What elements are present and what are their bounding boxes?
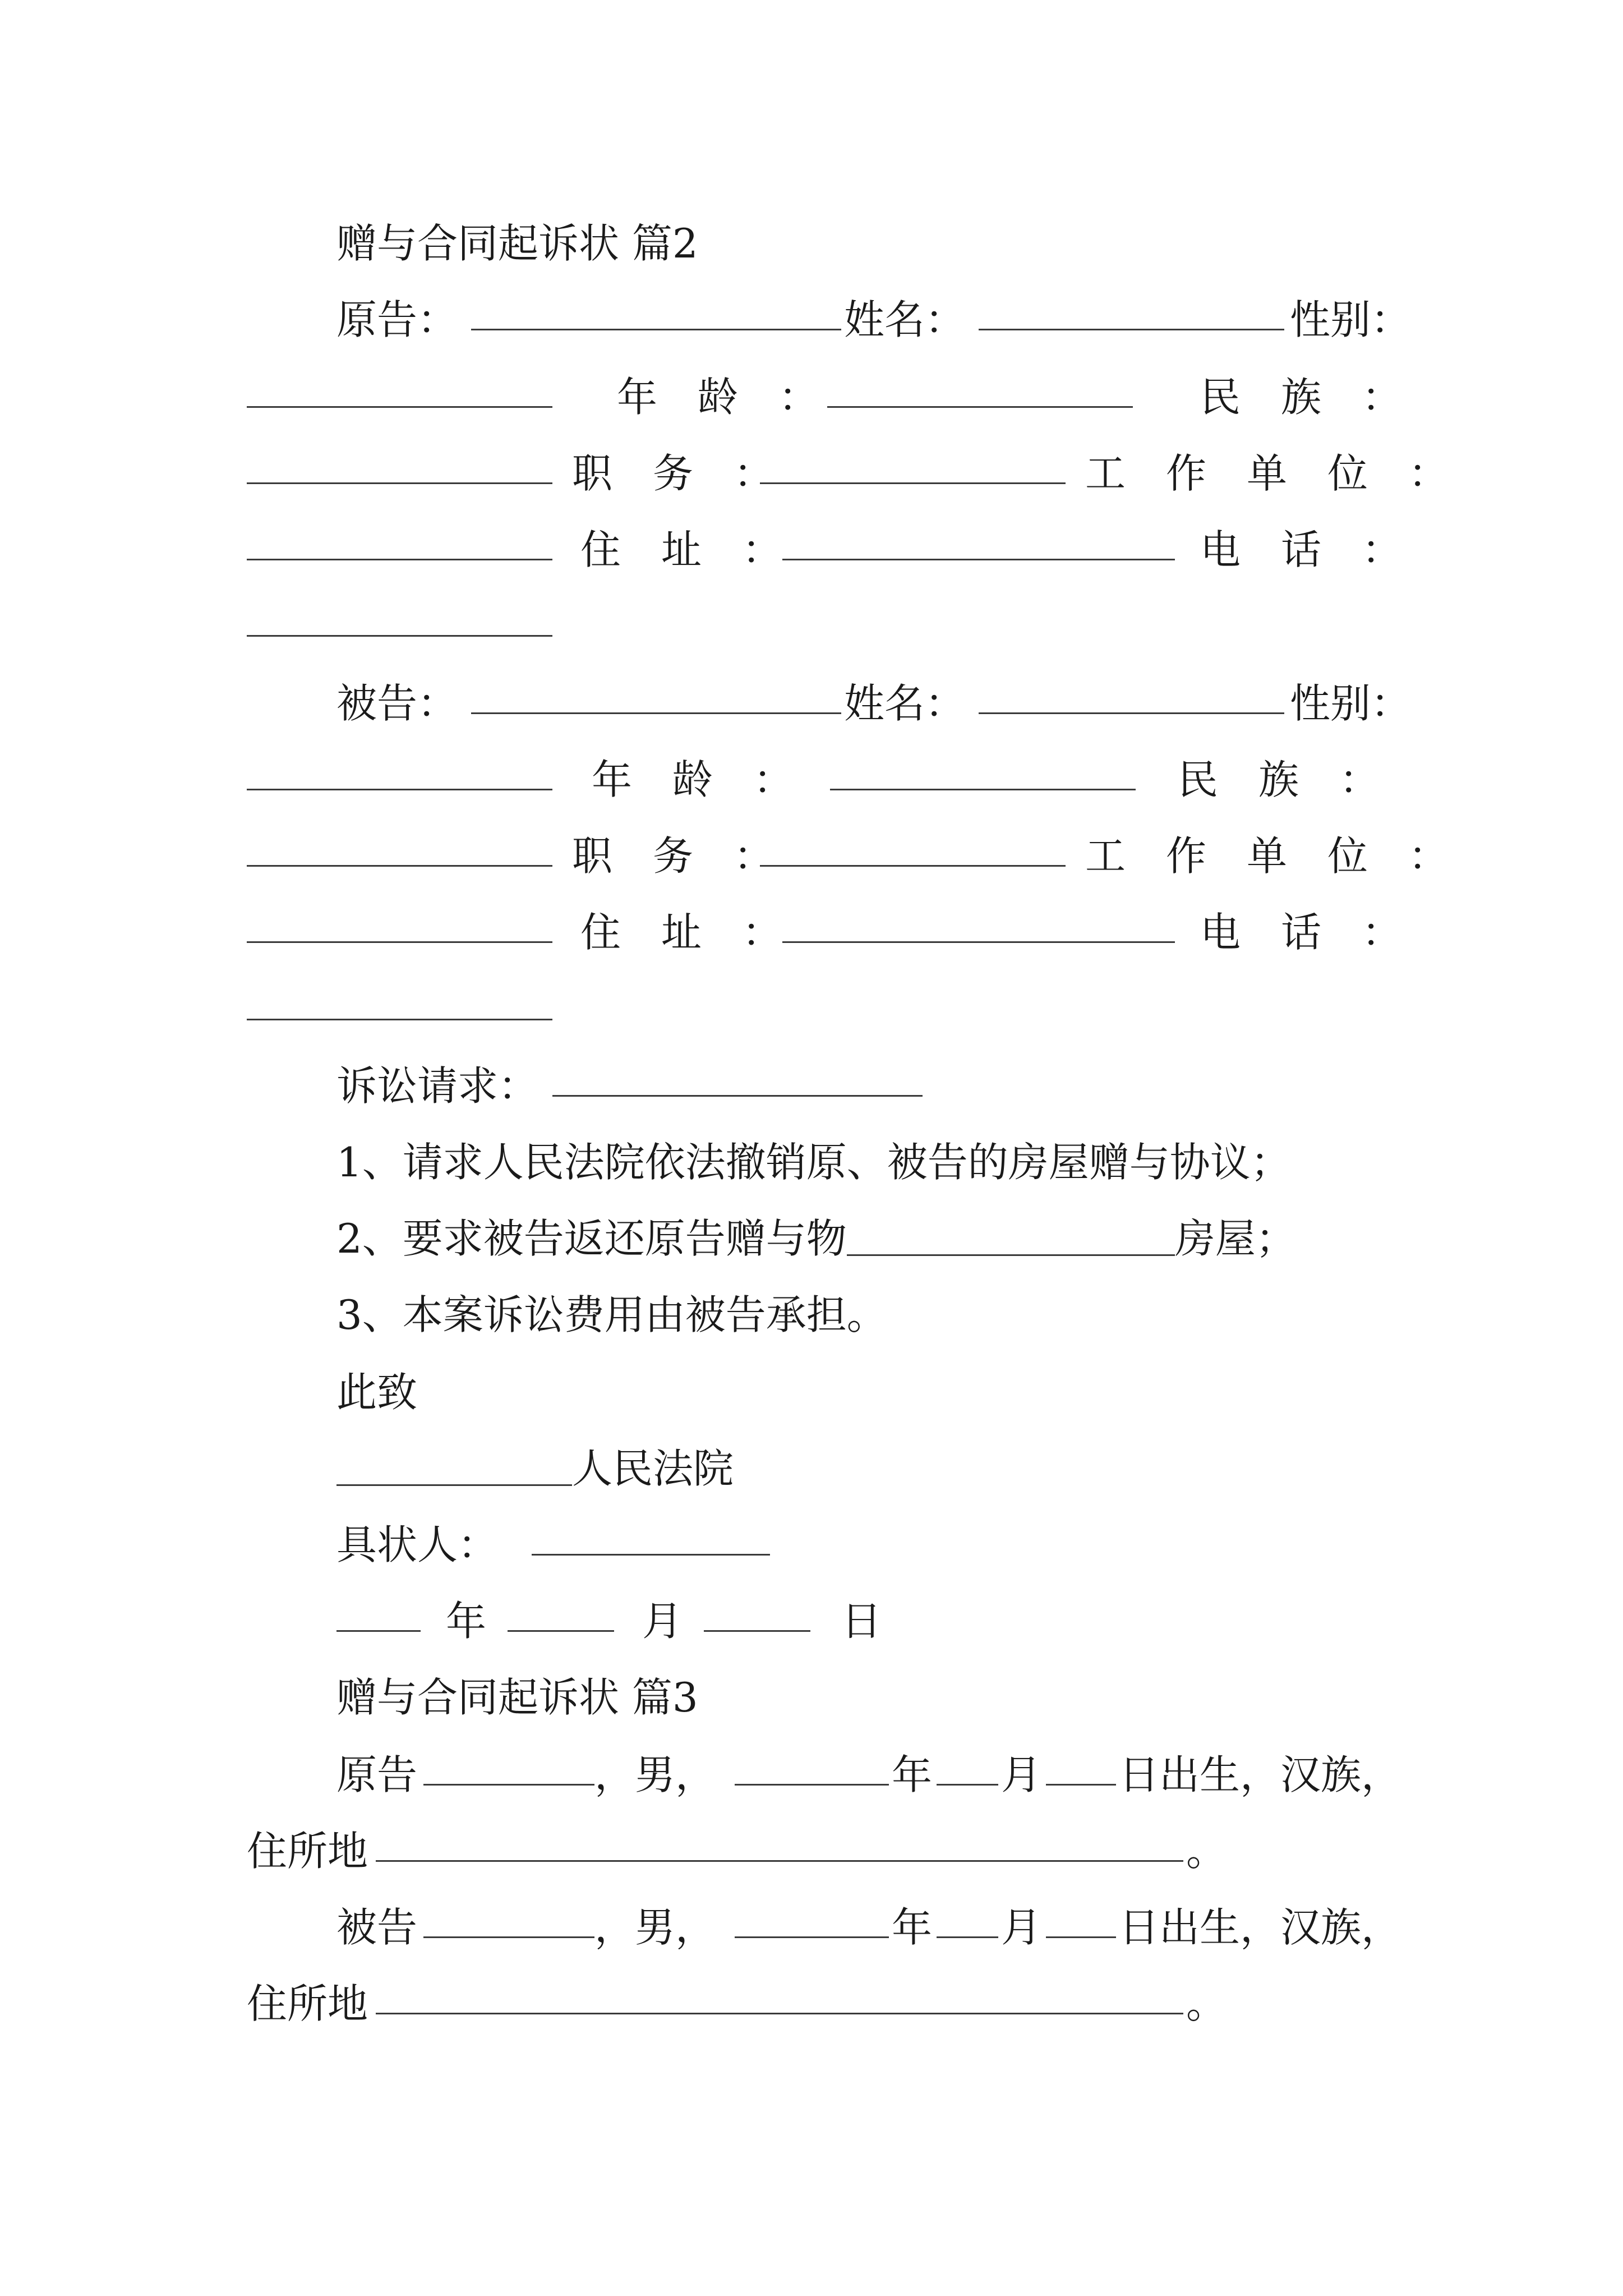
claims-heading-row — [0, 1059, 1623, 1113]
plaintiff-name-blank[interactable] — [979, 329, 1284, 330]
plaintiff-phone-label: 电 话 ： — [1200, 526, 1403, 573]
defendant-name-label: 姓名： — [844, 680, 966, 727]
plaintiff-gender-label: 性别： — [1290, 296, 1412, 343]
claim-item: 1、请求人民法院依法撤销原、被告的房屋赠与协议； — [336, 1139, 1291, 1186]
plaintiff-address-blank[interactable] — [782, 559, 1175, 560]
plaintiff-position-blank[interactable] — [760, 482, 1066, 484]
plaintiff-position-label: 职 务 ： — [572, 450, 774, 497]
defendant-age-label: 年 龄 ： — [592, 756, 794, 803]
claims-blank[interactable] — [552, 1095, 923, 1097]
defendant-phone-label: 电 话 ： — [1200, 909, 1403, 956]
defendant-row-1 — [0, 677, 1623, 730]
defendant-phone-blank[interactable] — [247, 1019, 552, 1020]
s3-defendant-day-blank[interactable] — [1046, 1936, 1116, 1938]
court-name-blank[interactable] — [336, 1484, 572, 1486]
s3-defendant-name-blank[interactable] — [423, 1936, 594, 1938]
claim-item: 3、本案诉讼费用由被告承担。 — [336, 1291, 887, 1338]
defendant-position-label: 职 务 ： — [572, 832, 774, 880]
defendant-gender-label: 性别： — [1290, 680, 1412, 727]
s3-defendant-residence-label: 住所地 — [247, 1980, 368, 2027]
s3-defendant-month-label: 月 — [1001, 1904, 1042, 1951]
plaintiff-heading: 原告： — [336, 296, 458, 343]
plaintiff-row-2 — [0, 370, 1623, 424]
s3-defendant-residence-blank[interactable] — [376, 2013, 1183, 2014]
s3-defendant-birth: 日出生，汉族， — [1119, 1904, 1402, 1951]
plaintiff-workplace-blank[interactable] — [247, 559, 552, 560]
defendant-blank[interactable] — [471, 712, 841, 714]
plaintiff-workplace-label: 工 作 单 位 ： — [1085, 450, 1449, 497]
defendant-row-3 — [0, 829, 1623, 883]
defendant-ethnicity-label: 民 族 ： — [1178, 756, 1380, 803]
defendant-workplace-blank[interactable] — [247, 941, 552, 943]
date-day-label: 日 — [841, 1598, 882, 1645]
claim-item: 2、要求被告返还原告赠与物 房屋； — [336, 1215, 1296, 1262]
s3-defendant-year-blank[interactable] — [735, 1936, 889, 1938]
defendant-name-blank[interactable] — [979, 712, 1284, 714]
defendant-row-5 — [0, 983, 1623, 1037]
defendant-ethnicity-blank[interactable] — [247, 865, 552, 867]
s3-plaintiff-residence-label: 住所地 — [247, 1828, 368, 1875]
signer-line — [0, 1518, 1623, 1572]
s3-defendant-period: 。 — [1186, 1980, 1227, 2027]
date-line — [0, 1594, 1623, 1648]
s3-plaintiff-residence-blank[interactable] — [376, 1860, 1183, 1862]
plaintiff-row-5 — [0, 599, 1623, 653]
s3-plaintiff-birth: 日出生，汉族， — [1119, 1751, 1402, 1798]
plaintiff-age-label: 年 龄 ： — [617, 374, 819, 421]
s3-defendant-gender: ，男， — [594, 1904, 716, 1951]
claims-heading: 诉讼请求： — [336, 1062, 539, 1110]
s3-defendant-year-label: 年 — [892, 1904, 933, 1951]
defendant-gender-blank[interactable] — [247, 789, 552, 790]
defendant-position-blank[interactable] — [760, 865, 1066, 867]
date-month-blank[interactable] — [508, 1630, 614, 1632]
s3-defendant-label: 被告 — [336, 1904, 418, 1951]
plaintiff-row-1 — [0, 293, 1623, 347]
plaintiff-address-label: 住 址 ： — [580, 526, 783, 573]
s3-plaintiff-year-blank[interactable] — [735, 1784, 889, 1786]
date-month-label: 月 — [642, 1598, 683, 1645]
plaintiff-name-label: 姓名： — [844, 296, 966, 343]
section-title: 赠与合同起诉状 篇3 — [336, 1674, 698, 1721]
signer-blank[interactable] — [532, 1554, 770, 1556]
defendant-address-label: 住 址 ： — [580, 909, 783, 956]
s3-plaintiff-gender: ，男， — [594, 1751, 716, 1798]
defendant-row-2 — [0, 753, 1623, 807]
s3-defendant-row — [0, 1901, 1623, 1954]
defendant-workplace-label: 工 作 单 位 ： — [1085, 832, 1449, 880]
plaintiff-ethnicity-blank[interactable] — [247, 482, 552, 484]
s3-plaintiff-month-label: 月 — [1001, 1751, 1042, 1798]
gift-object-blank[interactable] — [847, 1254, 1175, 1256]
s3-defendant-month-blank[interactable] — [937, 1936, 998, 1938]
plaintiff-ethnicity-label: 民 族 ： — [1200, 374, 1403, 421]
date-year-label: 年 — [446, 1598, 487, 1645]
plaintiff-gender-blank[interactable] — [247, 406, 552, 408]
defendant-heading: 被告： — [336, 680, 458, 727]
date-year-blank[interactable] — [336, 1630, 421, 1632]
s3-plaintiff-row — [0, 1748, 1623, 1802]
plaintiff-phone-blank[interactable] — [247, 635, 552, 637]
s3-plaintiff-year-label: 年 — [892, 1751, 933, 1798]
s3-plaintiff-period: 。 — [1186, 1828, 1227, 1875]
signer-label: 具状人： — [336, 1521, 499, 1568]
s3-plaintiff-month-blank[interactable] — [937, 1784, 998, 1786]
s3-plaintiff-day-blank[interactable] — [1046, 1784, 1116, 1786]
defendant-row-4 — [0, 905, 1623, 959]
closing-text: 此致 — [336, 1369, 418, 1416]
date-day-blank[interactable] — [704, 1630, 810, 1632]
s3-plaintiff-residence-row — [0, 1824, 1623, 1878]
s3-plaintiff-label: 原告 — [336, 1751, 418, 1798]
plaintiff-age-blank[interactable] — [827, 406, 1133, 408]
plaintiff-row-3 — [0, 447, 1623, 500]
s3-plaintiff-name-blank[interactable] — [423, 1784, 594, 1786]
court-line: 人民法院 — [336, 1442, 734, 1496]
plaintiff-row-4 — [0, 523, 1623, 577]
defendant-age-blank[interactable] — [830, 789, 1136, 790]
s3-defendant-residence-row — [0, 1977, 1623, 2031]
plaintiff-blank[interactable] — [471, 329, 841, 330]
defendant-address-blank[interactable] — [782, 941, 1175, 943]
section-title: 赠与合同起诉状 篇2 — [336, 220, 698, 267]
